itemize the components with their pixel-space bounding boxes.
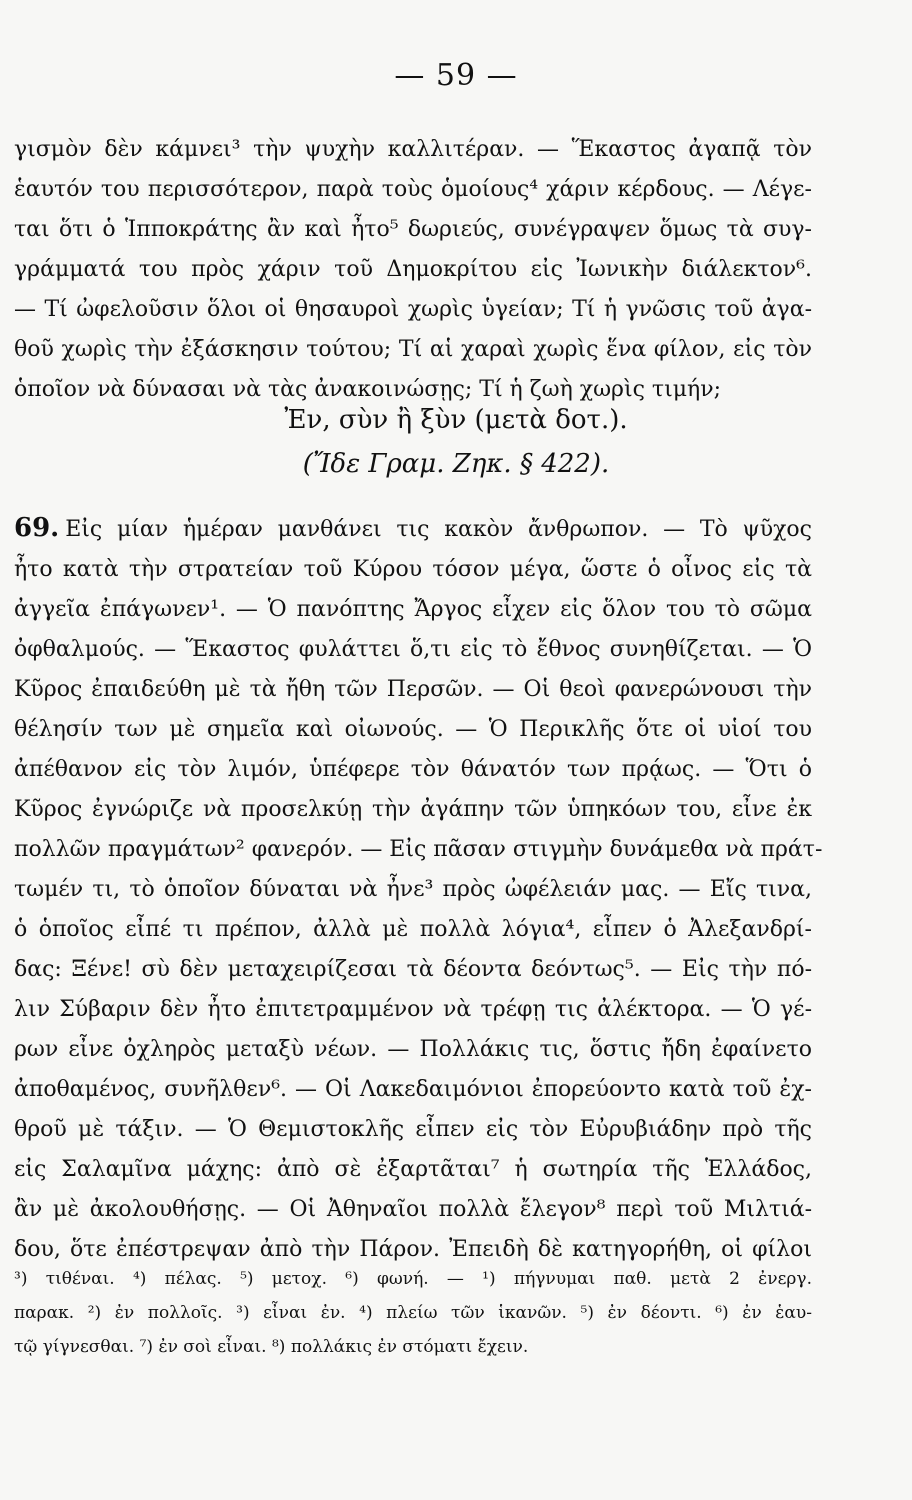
text-line: τωμέν τι, τὸ ὁποῖον δύναται νὰ ἦνε³ πρὸς ὠφέλειάν μας. — Εἴς τινα,: [14, 877, 812, 902]
paragraph-continued: [14, 130, 812, 410]
footnote-line: τῷ γίγνεσθαι. ⁷) ἐν σοὶ εἶναι. ⁸) πολλάκις ἐν στόματι ἔχειν.: [14, 1337, 529, 1357]
text-line: δου, ὅτε ἐπέστρεψαν ἀπὸ τὴν Πάρον. Ἐπειδὴ δὲ κατηγορήθη, οἱ φίλοι: [14, 1237, 812, 1262]
text-line: γισμὸν δὲν κάμνει³ τὴν ψυχὴν καλλιτέραν. — Ἕκαστος ἀγαπᾷ τὸν: [14, 137, 812, 162]
text-line: ἀπέθανον εἰς τὸν λιμόν, ὑπέφερε τὸν θάνατόν των πρᾴως. — Ὅτι ὁ: [14, 757, 812, 782]
text-line: Κῦρος ἐγνώριζε νὰ προσελκύῃ τὴν ἀγάπην τῶν ὑπηκόων του, εἶνε ἐκ: [14, 797, 812, 822]
text-line: ἂν μὲ ἀκολουθήσῃς. — Οἱ Ἀθηναῖοι πολλὰ ἔλεγον⁸ περὶ τοῦ Μιλτιά-: [14, 1197, 812, 1222]
page-number: — 59 —: [394, 58, 518, 93]
text-line: Εἰς μίαν ἡμέραν μανθάνει τις κακὸν ἄνθρωπον. — Τὸ ψῦχος: [65, 517, 812, 542]
text-line: ρων εἶνε ὀχληρὸς μεταξὺ νέων. — Πολλάκις τις, ὅστις ἤδη ἐφαίνετο: [14, 1037, 812, 1062]
footnote-line: ³) τιθέναι. ⁴) πέλας. ⁵) μετοχ. ⁶) φωνή. — ¹) πήγνυμαι παθ. μετὰ 2 ἐνεργ.: [14, 1269, 812, 1289]
text-line: ἑαυτόν του περισσότερον, παρὰ τοὺς ὁμοίους⁴ χάριν κέρδους. — Λέγε-: [14, 177, 812, 202]
section-number: 69.: [14, 513, 60, 543]
footnote-line: παρακ. ²) ἐν πολλοῖς. ³) εἶναι ἐν. ⁴) πλείω τῶν ἱκανῶν. ⁵) ἐν δέοντι. ⁶) ἐν ἑαυ-: [14, 1303, 812, 1323]
heading-reference: (Ἴδε Γραμ. Ζηκ. § 422).: [302, 449, 610, 479]
heading-title: Ἐν, σὺν ἢ ξὺν (μετὰ δοτ.).: [284, 405, 628, 435]
text-line: πολλῶν πραγμάτων² φανερόν. — Εἰς πᾶσαν στιγμὴν δυνάμεθα νὰ πράτ-: [14, 837, 823, 862]
text-line: ὁποῖον νὰ δύνασαι νὰ τὰς ἀνακοινώσῃς; Τί ἡ ζωὴ χωρὶς τιμήν;: [14, 377, 721, 402]
text-line: ται ὅτι ὁ Ἱπποκράτης ἂν καὶ ἦτο⁵ δωριεύς, συνέγραψεν ὅμως τὰ συγ-: [14, 217, 812, 242]
paragraph-69: [14, 508, 823, 1270]
text-line: λιν Σύβαριν δὲν ἦτο ἐπιτετραμμένον νὰ τρέφῃ τις ἀλέκτορα. — Ὁ γέ-: [14, 997, 812, 1022]
text-line: ἀποθαμένος, συνῆλθεν⁶. — Οἱ Λακεδαιμόνιοι ἐπορεύοντο κατὰ τοῦ ἐχ-: [14, 1077, 812, 1102]
text-line: — Τί ὠφελοῦσιν ὅλοι οἱ θησαυροὶ χωρὶς ὑγείαν; Τί ἡ γνῶσις τοῦ ἀγα-: [14, 297, 812, 322]
text-line: Κῦρος ἐπαιδεύθη μὲ τὰ ἤθη τῶν Περσῶν. — Οἱ θεοὶ φανερώνουσι τὴν: [14, 677, 812, 702]
section-heading: [0, 398, 912, 486]
text-line: εἰς Σαλαμῖνα μάχης: ἀπὸ σὲ ἐξαρτᾶται⁷ ἡ σωτηρία τῆς Ἑλλάδος,: [14, 1157, 812, 1182]
text-line: ὀφθαλμούς. — Ἕκαστος φυλάττει ὅ,τι εἰς τὸ ἔθνος συνηθίζεται. — Ὁ: [14, 637, 812, 662]
text-line: ὁ ὁποῖος εἶπέ τι πρέπον, ἀλλὰ μὲ πολλὰ λόγια⁴, εἶπεν ὁ Ἀλεξανδρί-: [14, 917, 812, 942]
text-line: ἀγγεῖα ἐπάγωνεν¹. — Ὁ πανόπτης Ἄργος εἶχεν εἰς ὅλον του τὸ σῶμα: [14, 597, 812, 622]
text-line: δας: Ξένε! σὺ δὲν μεταχειρίζεσαι τὰ δέοντα δεόντως⁵. — Εἰς τὴν πό-: [14, 957, 812, 982]
text-line: γράμματά του πρὸς χάριν τοῦ Δημοκρίτου εἰς Ἰωνικὴν διάλεκτον⁶.: [14, 257, 812, 282]
text-line: ἦτο κατὰ τὴν στρατείαν τοῦ Κύρου τόσον μέγα, ὥστε ὁ οἶνος εἰς τὰ: [14, 557, 812, 582]
text-line: θροῦ μὲ τάξιν. — Ὁ Θεμιστοκλῆς εἶπεν εἰς τὸν Εὐρυβιάδην πρὸ τῆς: [14, 1117, 812, 1142]
text-line: θοῦ χωρὶς τὴν ἐξάσκησιν τούτου; Τί αἱ χαραὶ χωρὶς ἕνα φίλον, εἰς τὸν: [14, 337, 812, 362]
text-line: θέλησίν των μὲ σημεῖα καὶ οἰωνούς. — Ὁ Περικλῆς ὅτε οἱ υἱοί του: [14, 717, 812, 742]
footnotes: [14, 1262, 812, 1364]
text-line-first: [14, 508, 812, 550]
